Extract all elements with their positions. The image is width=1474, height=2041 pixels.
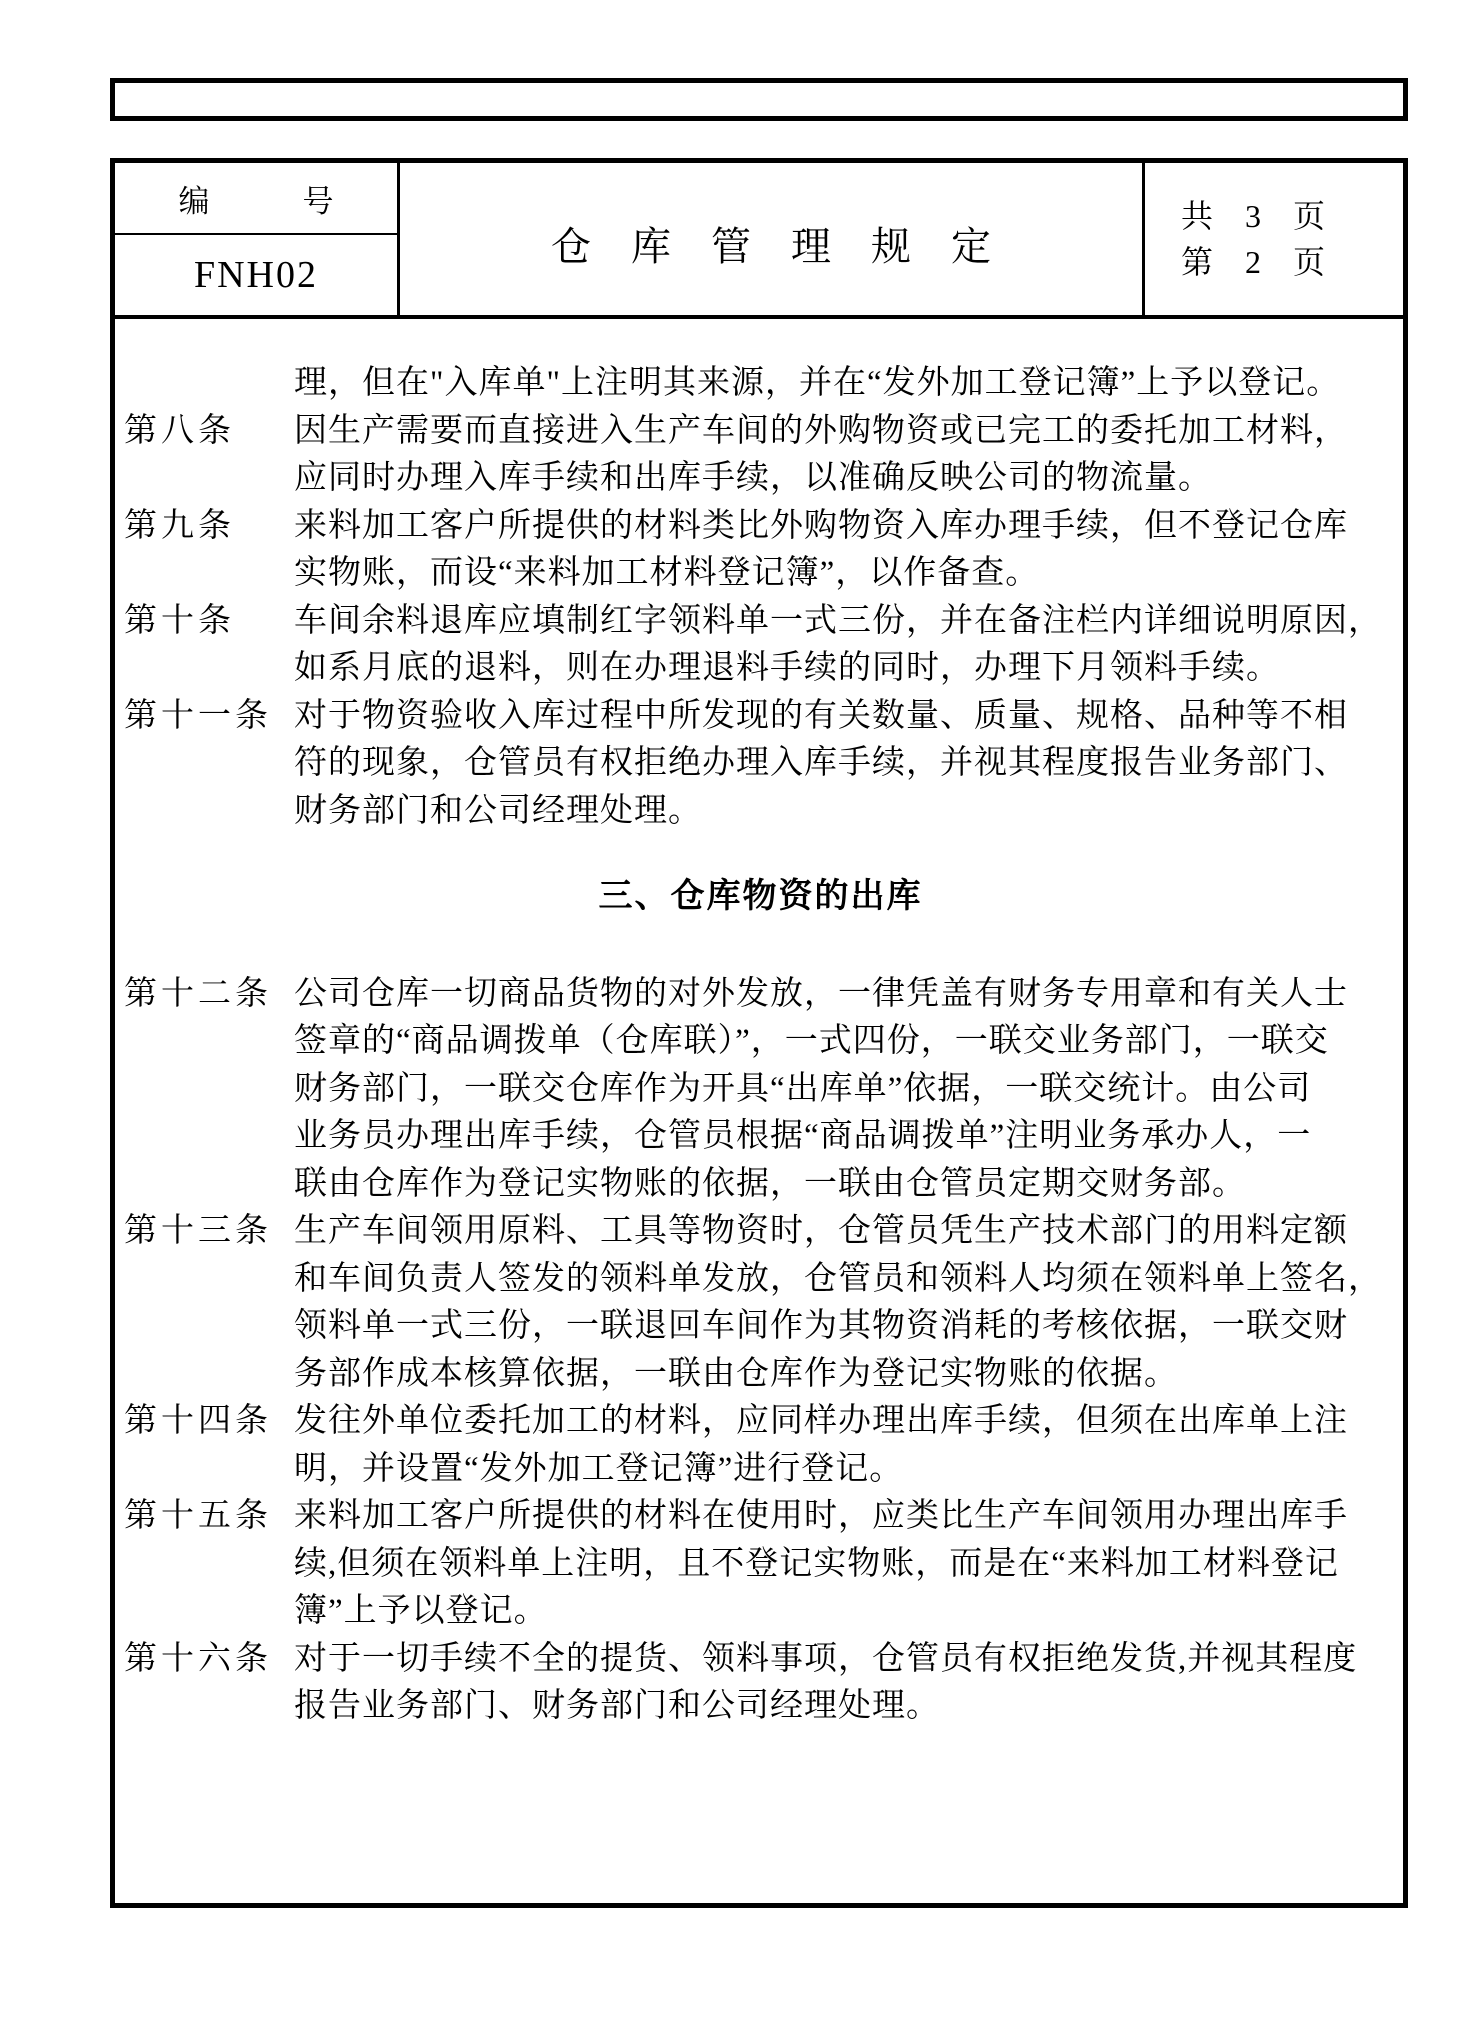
- article-text: [294, 1493, 1397, 1636]
- page-current: 第 2 页: [1181, 244, 1326, 280]
- article-number: 第十三条: [124, 1213, 272, 1249]
- article-text: [294, 971, 1397, 1209]
- text-line: 来料加工客户所提供的材料类比外购物资入库办理手续，但不登记仓库: [294, 507, 1348, 544]
- article-number: 第十一条: [124, 697, 272, 734]
- header-row: [115, 163, 1403, 319]
- article-text: [294, 503, 1397, 598]
- article-item: [124, 971, 1397, 1209]
- document-title: 仓 库 管 理 规 定: [551, 223, 991, 269]
- article-number: 第八条: [124, 412, 235, 449]
- text-line: 理，但在"入库单"上注明其来源，并在“发外加工登记簿”上予以登记。: [294, 365, 1341, 401]
- text-line: 签章的“商品调拨单（仓库联）”，一式四份，一联交业务部门，一联交: [294, 1023, 1329, 1059]
- text-line: 续,但须在领料单上注明，且不登记实物账，而是在“来料加工材料登记: [294, 1545, 1339, 1582]
- article-number: [124, 360, 294, 408]
- text-line: 车间余料退库应填制红字领料单一式三份，并在备注栏内详细说明原因，: [294, 602, 1382, 639]
- article-text: [294, 598, 1397, 693]
- top-empty-box: [110, 78, 1408, 121]
- article-number: 第十五条: [124, 1498, 272, 1534]
- text-line: 发往外单位委托加工的材料，应同样办理出库手续，但须在出库单上注: [294, 1403, 1348, 1439]
- text-line: 实物账，而设“来料加工材料登记簿”，以作备查。: [294, 555, 1040, 591]
- text-line: 簿”上予以登记。: [294, 1593, 548, 1629]
- text-line: 财务部门和公司经理处理。: [294, 792, 702, 829]
- text-line: 报告业务部门、财务部门和公司经理处理。: [294, 1688, 940, 1724]
- article-text: [294, 1208, 1397, 1398]
- document-body: [115, 319, 1403, 1903]
- article-text: [294, 693, 1397, 836]
- article-text: [294, 360, 1397, 408]
- text-line: 业务员办理出库手续，仓管员根据“商品调拨单”注明业务承办人，一: [294, 1118, 1312, 1154]
- text-line: 明，并设置“发外加工登记簿”进行登记。: [294, 1450, 904, 1487]
- article-item: [124, 1636, 1397, 1731]
- doc-number-value: FNH02: [193, 254, 319, 296]
- text-line: 领料单一式三份，一联退回车间作为其物资消耗的考核依据，一联交财: [294, 1308, 1348, 1344]
- text-line: 来料加工客户所提供的材料在使用时，应类比生产车间领用办理出库手: [294, 1498, 1348, 1534]
- text-line: 务部作成本核算依据，一联由仓库作为登记实物账的依据。: [294, 1355, 1178, 1392]
- page-info-cell: [1145, 163, 1403, 315]
- text-line: 公司仓库一切商品货物的对外发放，一律凭盖有财务专用章和有关人士: [294, 975, 1348, 1012]
- text-line: 对于一切手续不全的提货、领料事项，仓管员有权拒绝发货,并视其程度: [294, 1640, 1358, 1677]
- article-item: [124, 503, 1397, 598]
- article-number: 第十四条: [124, 1403, 272, 1439]
- article-item: [124, 598, 1397, 693]
- article-item: [124, 360, 1397, 408]
- article-number: 第十六条: [124, 1640, 272, 1677]
- text-line: 如系月底的退料，则在办理退料手续的同时，办理下月领料手续。: [294, 650, 1280, 686]
- text-line: 应同时办理入库手续和出库手续，以准确反映公司的物流量。: [294, 460, 1212, 496]
- section-heading: 三、仓库物资的出库: [598, 878, 923, 915]
- article-item: [124, 408, 1397, 503]
- article-item: [124, 1493, 1397, 1636]
- doc-title-cell: [400, 163, 1145, 315]
- pages-total: 共 3 页: [1181, 198, 1326, 234]
- article-item: [124, 693, 1397, 836]
- article-number: 第十条: [124, 602, 235, 639]
- article-number: 第十二条: [124, 975, 272, 1012]
- article-text: [294, 1636, 1397, 1731]
- doc-number-label: 编 号: [115, 163, 397, 235]
- text-line: 因生产需要而直接进入生产车间的外购物资或已完工的委托加工材料，: [294, 412, 1348, 449]
- article-number: 第九条: [124, 507, 235, 544]
- article-item: [124, 1208, 1397, 1398]
- text-line: 对于物资验收入库过程中所发现的有关数量、质量、规格、品种等不相: [294, 697, 1348, 734]
- text-line: 财务部门，一联交仓库作为开具“出库单”依据，一联交统计。由公司: [294, 1070, 1312, 1107]
- article-item: [124, 1398, 1397, 1493]
- doc-number-cell: [115, 163, 400, 315]
- text-line: 生产车间领用原料、工具等物资时，仓管员凭生产技术部门的用料定额: [294, 1213, 1348, 1249]
- text-line: 和车间负责人签发的领料单发放，仓管员和领料人均须在领料单上签名，: [294, 1260, 1382, 1297]
- article-text: [294, 1398, 1397, 1493]
- document-table: [110, 158, 1408, 1908]
- article-text: [294, 408, 1397, 503]
- text-line: 符的现象，仓管员有权拒绝办理入库手续，并视其程度报告业务部门、: [294, 745, 1348, 781]
- text-line: 联由仓库作为登记实物账的依据，一联由仓管员定期交财务部。: [294, 1165, 1246, 1202]
